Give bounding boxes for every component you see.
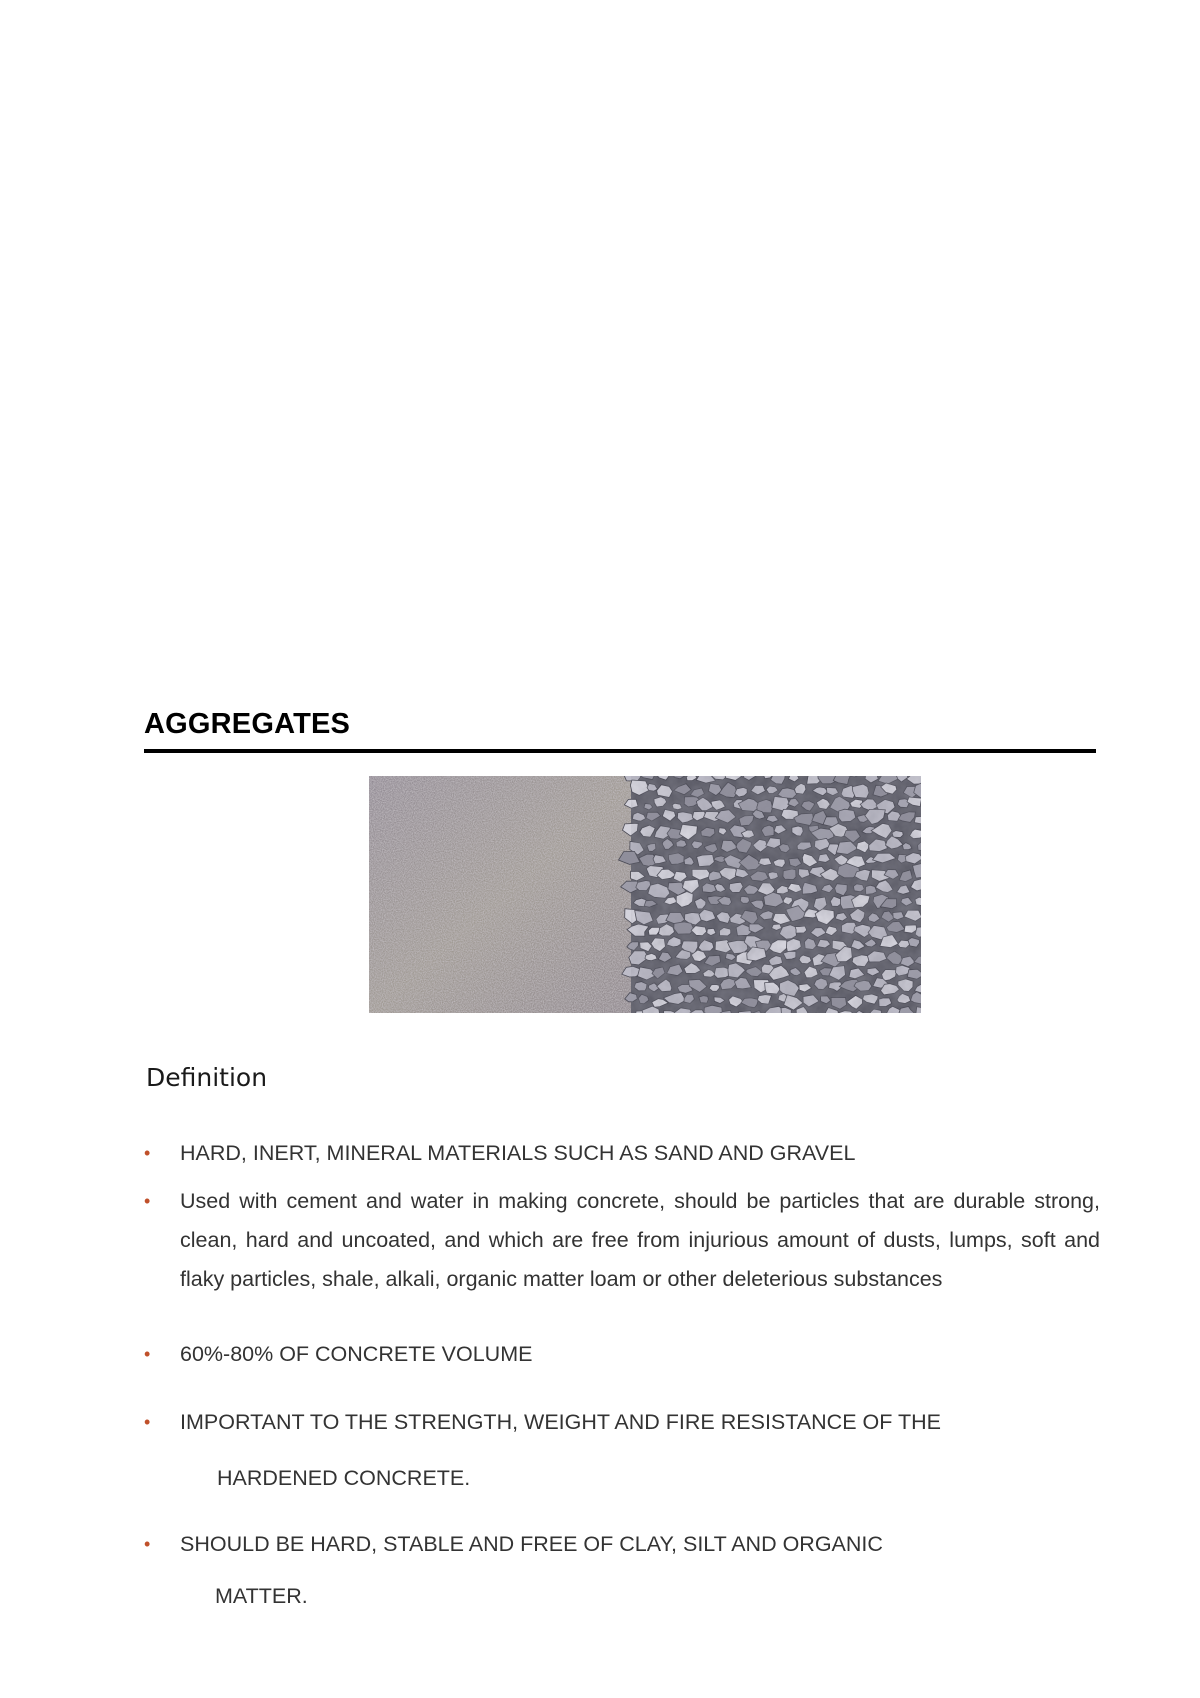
bullet-dot: • [144,1412,151,1432]
section-heading: Definition [146,1063,268,1092]
aggregates-photo [369,776,921,1013]
list-item-text: HARD, INERT, MINERAL MATERIALS SUCH AS SAND AND GRAVEL [180,1141,856,1165]
list-item-text: SHOULD BE HARD, STABLE AND FREE OF CLAY, SILT AND ORGANIC [180,1532,883,1556]
bullet-dot: • [144,1534,151,1554]
list-item-text: Used with cement and water in making concrete, should be particles that are durable strong, clean, hard and uncoated, and which are free from injurious amount of dusts, lumps, soft and flaky particles, shale, alkali, organic matter loam or other deleterious substances [180,1189,1100,1291]
list-item-text: 60%-80% OF CONCRETE VOLUME [180,1342,533,1366]
bullet-dot: • [144,1344,151,1364]
title-underline [144,749,1096,753]
list-item-continuation: MATTER. [215,1584,308,1608]
page-title: AGGREGATES [144,708,351,740]
list-item-continuation: HARDENED CONCRETE. [217,1466,471,1490]
bullet-dot: • [144,1191,151,1211]
list-item-text: IMPORTANT TO THE STRENGTH, WEIGHT AND FIRE RESISTANCE OF THE [180,1410,941,1434]
bullet-dot: • [144,1143,151,1163]
